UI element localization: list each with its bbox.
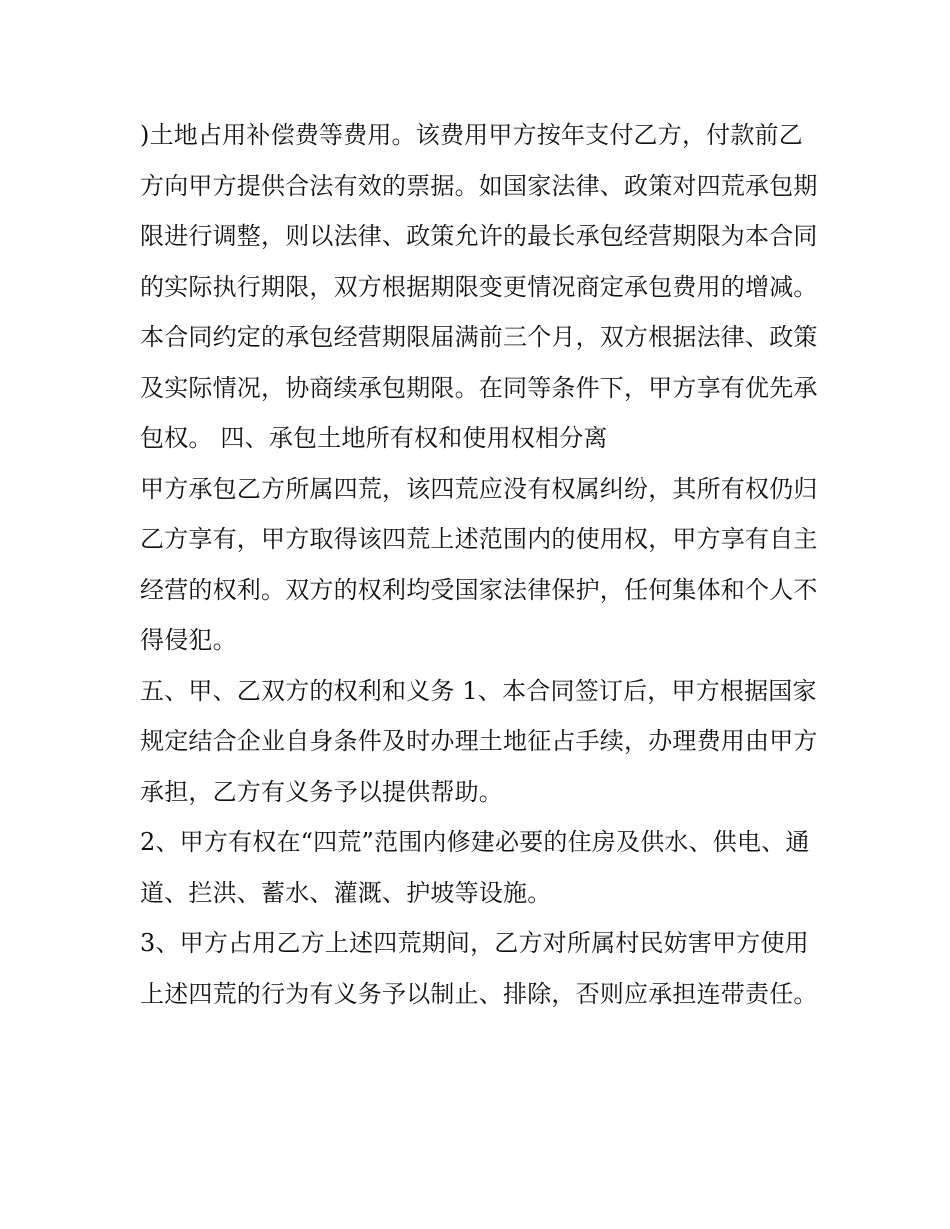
paragraph-term-renewal: 本合同约定的承包经营期限届满前三个月，双方根据法律、政策及实际情况，协商续承包期限。在同等条件下，甲方享有优先承包权。 四、承包土地所有权和使用权相分离 (140, 323, 818, 452)
paragraph-rights-obligations-2: 2、甲方有权在“四荒”范围内修建必要的住房及供水、供电、通道、拦洪、蓄水、灌溉、护坡等设施。 (140, 828, 810, 907)
paragraph-ownership-separation: 甲方承包乙方所属四荒，该四荒应没有权属纠纷，其所有权仍归乙方享有，甲方取得该四荒上述范围内的使用权，甲方享有自主经营的权利。双方的权利均受国家法律保护，任何集体和个人不得侵犯。 (140, 474, 818, 654)
document-body (140, 110, 820, 1019)
paragraph-rights-obligations-3: 3、甲方占用乙方上述四荒期间，乙方对所属村民妨害甲方使用上述四荒的行为有义务予以制止、排除，否则应承担连带责任。 (140, 929, 818, 1008)
paragraph-rights-obligations-1: 五、甲、乙双方的权利和义务 1、本合同签订后，甲方根据国家规定结合企业自身条件及时办理土地征占手续，办理费用由甲方承担，乙方有义务予以提供帮助。 (140, 676, 818, 806)
paragraph-land-compensation: )土地占用补偿费等费用。该费用甲方按年支付乙方，付款前乙方向甲方提供合法有效的票据。如国家法律、政策对四荒承包期限进行调整，则以法律、政策允许的最长承包经营期限为本合同的实际执行期限，双方根据期限变更情况商定承包费用的增减。 (140, 121, 818, 301)
